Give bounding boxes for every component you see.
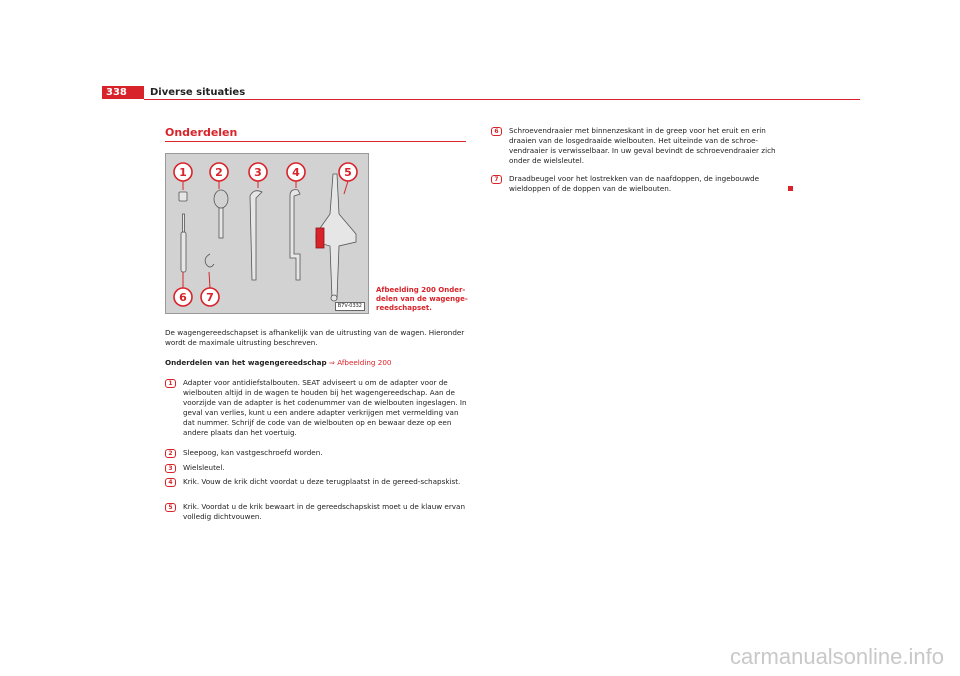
fig-label-5: 5 (344, 166, 352, 179)
page-number: 338 (102, 86, 144, 99)
item-text: Wielsleutel. (183, 463, 225, 472)
item-marker: 1 (165, 379, 176, 388)
figure-code: B7V-0332 (335, 302, 365, 311)
item-marker: 5 (165, 503, 176, 512)
header-divider (144, 99, 860, 100)
chapter-title: Diverse situaties (150, 87, 246, 98)
tools-illustration (166, 154, 370, 315)
item-marker: 3 (165, 464, 176, 473)
subheading-label: Onderdelen van het wagengereedschap (165, 358, 327, 367)
item-text: Krik. Voordat u de krik bewaart in de gereedschapskist moet u de klauw ervan volledig dichtvouwen. (183, 502, 466, 521)
fig-label-7: 7 (206, 291, 214, 304)
figure-caption: Afbeelding 200 Onder-delen van de wagenge-reedschapset. (376, 286, 468, 312)
fig-label-1: 1 (179, 166, 187, 179)
fig-label-2: 2 (215, 166, 223, 179)
intro-paragraph: De wagengereedschapset is afhankelijk van de uitrusting van de wagen. Hieronder wordt de maximale uitrusting beschreven. (165, 328, 465, 347)
watermark: carmanualsonline.info (729, 644, 944, 669)
section-title: Onderdelen (165, 126, 238, 139)
subheading (165, 358, 465, 368)
item-marker: 6 (491, 127, 502, 136)
section-end-marker (788, 186, 793, 191)
item-text: Krik. Vouw de krik dicht voordat u deze terugplaatst in de gereed-schapskist. (183, 477, 461, 486)
fig-label-4: 4 (292, 166, 300, 179)
item-marker: 4 (165, 478, 176, 487)
item-text: Schroevendraaier met binnenzeskant in de greep voor het eruit en erin draaien van de losgedraaide wielbouten. Het uiteinde van de schroe-vendraaier is verwisselbaar. In uw geval bevindt de schroevendraaier zich onder de wielsleutel. (509, 126, 776, 165)
item-text: Adapter voor antidiefstalbouten. SEAT adviseert u om de adapter voor de wielbouten altijd in de wagen te houden bij het wagengereedschap. Aan de voorzijde van de adapter is het codenummer van de wielbouten ingeslagen. In geval van verlies, kunt u een andere adapter verkrijgen met vermelding van dat nummer. Schrijf de code van de wielbouten op en bewaar deze op een andere plaats dan het voertuig. (183, 378, 467, 437)
figure-reference-link[interactable]: ⇒ Afbeelding 200 (328, 358, 392, 367)
fig-label-3: 3 (254, 166, 262, 179)
fig-label-6: 6 (179, 291, 187, 304)
section-divider (165, 141, 466, 142)
item-marker: 2 (165, 449, 176, 458)
item-marker: 7 (491, 175, 502, 184)
tools-figure (165, 153, 369, 314)
item-text: Draadbeugel voor het lostrekken van de naafdoppen, de ingebouwde wieldoppen of de doppen van de wielbouten. (509, 174, 760, 193)
item-text: Sleepoog, kan vastgeschroefd worden. (183, 448, 323, 457)
